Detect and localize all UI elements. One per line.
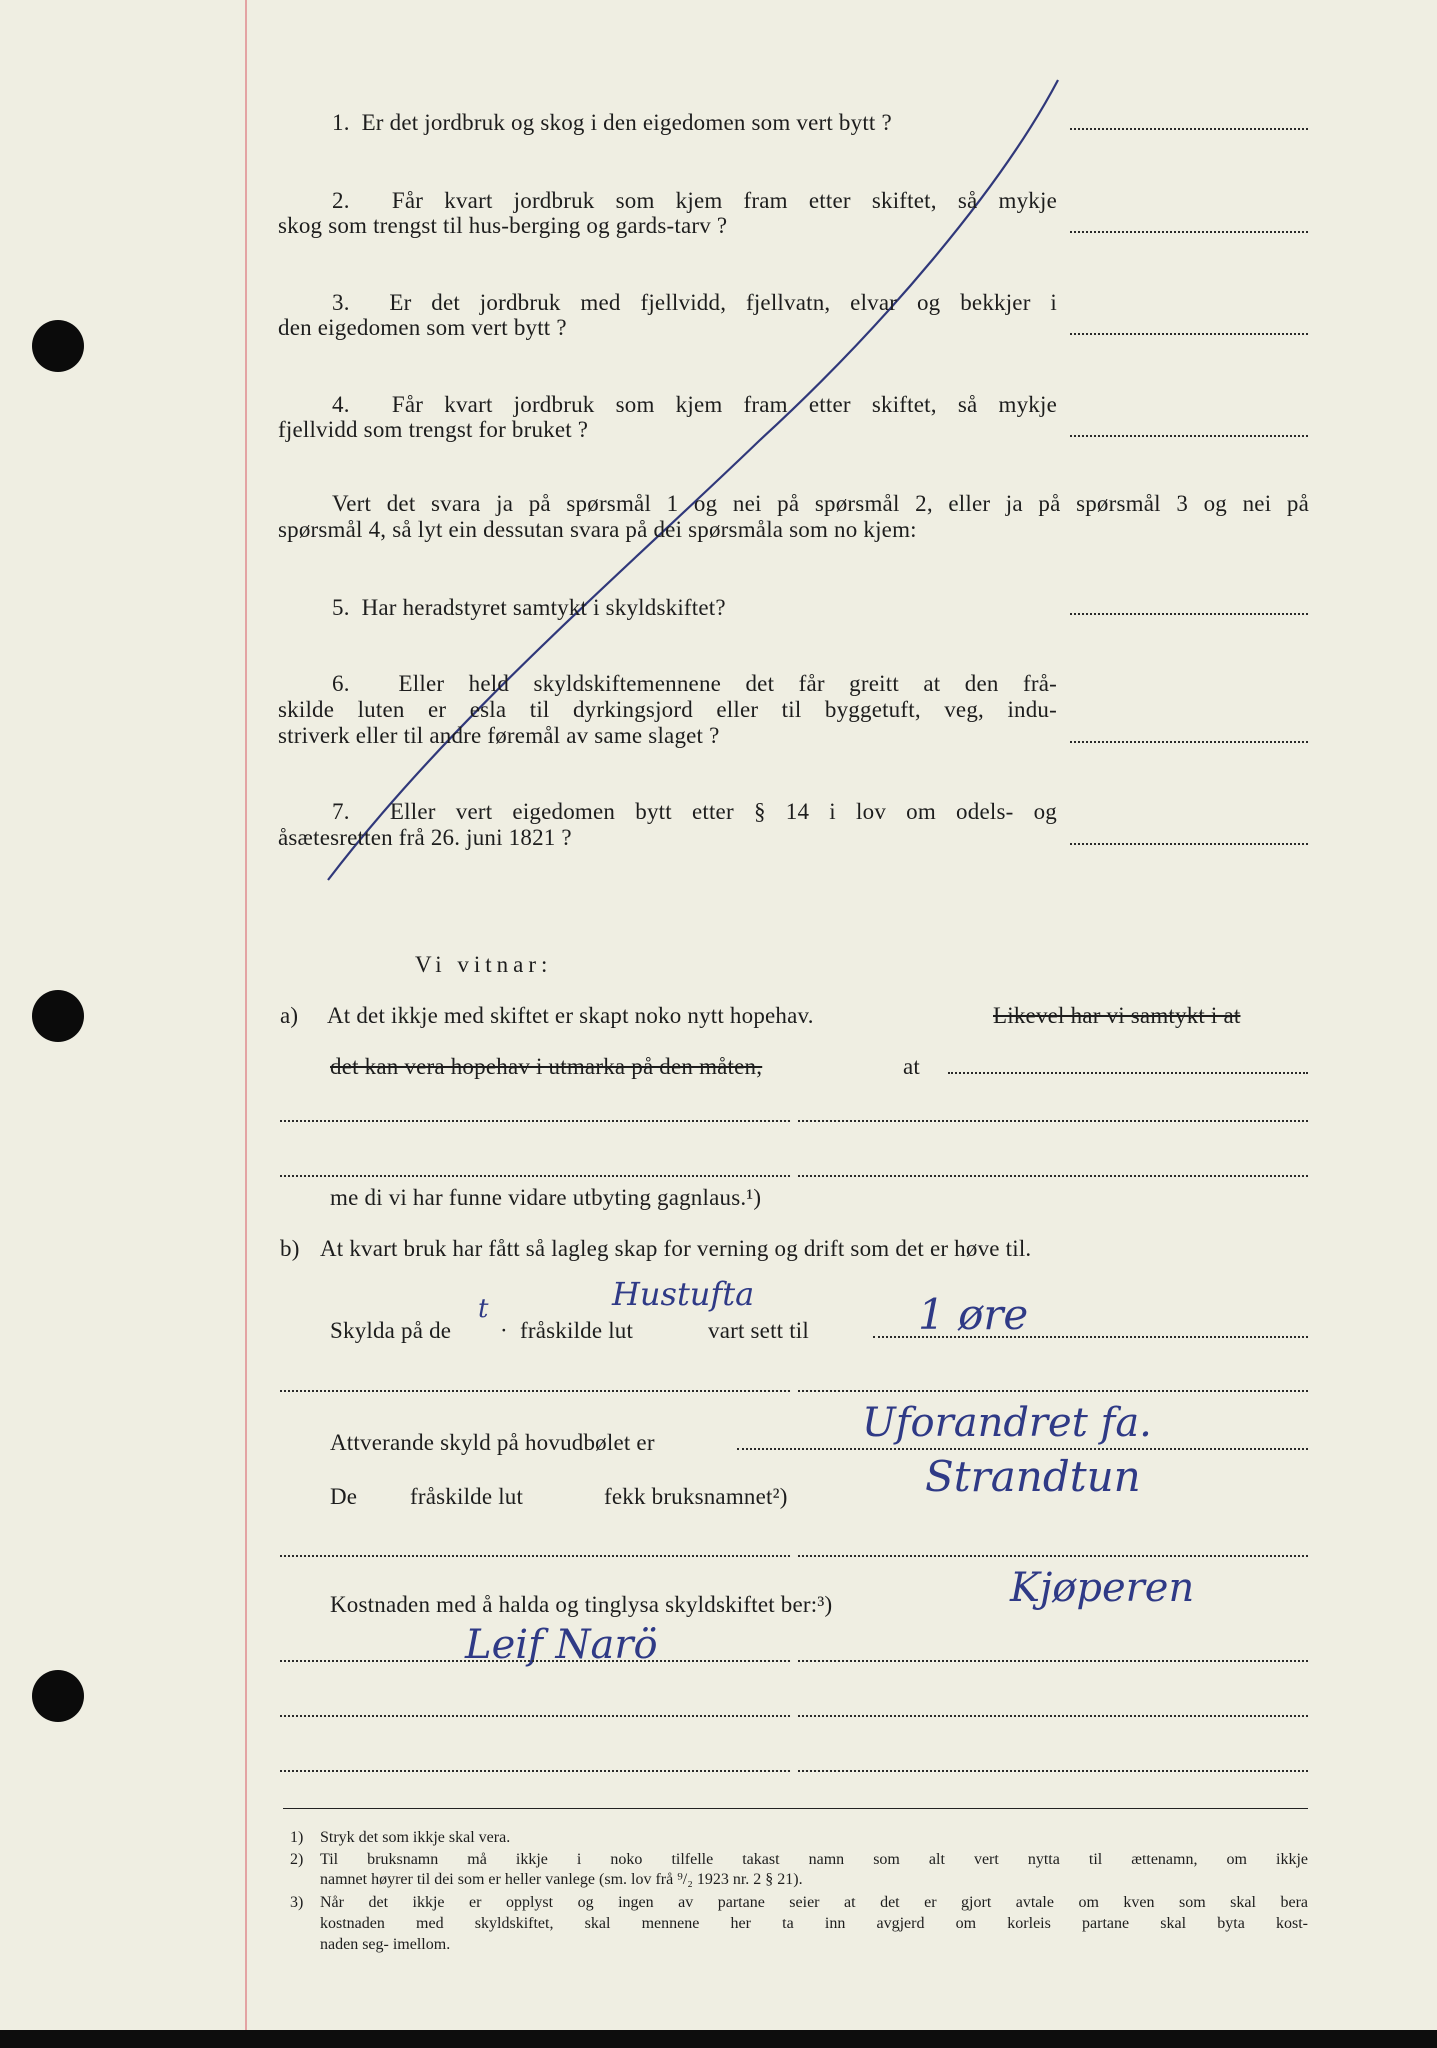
attverande-label: Attverande skyld på hovudbølet er: [330, 1430, 655, 1455]
attverande-line: [737, 1448, 1308, 1450]
witness-a-line-1: [280, 1120, 790, 1122]
footnote-3-line-2: kostnaden med skyldskiftet, skal mennene her ta inn avgjerd om korleis partane skal byta kost-: [320, 1915, 1308, 1932]
handwritten-skylda-suffix: t: [478, 1294, 489, 1324]
witness-a-end: me di vi har funne vidare utbyting gagnlaus.¹): [330, 1185, 762, 1210]
kostnad-line-2: [280, 1715, 790, 1717]
question-2-line-2: skog som trengst til hus-berging og gards-tarv ?: [278, 213, 728, 238]
question-4-line-2: fjellvidd som trengst for bruket ?: [278, 417, 589, 442]
question-6-line-2: skilde luten er esla til dyrkingsjord eller til byggetuft, veg, indu-: [278, 697, 1057, 722]
witness-a-label: a): [280, 1003, 299, 1028]
question-4-line-1: 4. Får kvart jordbruk som kjem fram etter skiftet, så mykje: [332, 392, 1057, 417]
intro-line-1: Vert det svara ja på spørsmål 1 og nei på spørsmål 2, eller ja på spørsmål 3 og nei på: [332, 491, 1309, 516]
question-1: 1. Er det jordbruk og skog i den eigedomen som vert bytt ?: [332, 110, 892, 135]
answer-line-5: [1070, 613, 1308, 615]
answer-line-2: [1070, 231, 1308, 233]
kostnad-line-1: [280, 1660, 790, 1662]
kostnad-line-3: [280, 1770, 790, 1772]
fraskilde-label: fråskilde lut: [410, 1484, 524, 1509]
handwritten-bruksnamn: Strandtun: [925, 1452, 1141, 1501]
question-5: 5. Har heradstyret samtykt i skyldskiftet?: [332, 595, 726, 620]
question-3-line-2: den eigedomen som vert bytt ?: [278, 315, 567, 340]
answer-line-4: [1070, 435, 1308, 437]
answer-line-6: [1070, 741, 1308, 743]
handwritten-attverande: Uforandret fa.: [862, 1400, 1152, 1446]
skylda-dash: ·: [500, 1318, 508, 1343]
footnote-2-line-1: Til bruksnamn må ikkje i noko tilfelle takast namn som alt vert nytta til ættenamn, om ikkje: [320, 1851, 1308, 1868]
bruksnamn-line: [280, 1555, 790, 1557]
witness-b-label: b): [280, 1236, 300, 1261]
witness-a-line-1b: [798, 1120, 1308, 1122]
witness-a-after: at: [903, 1054, 920, 1079]
skylda-label-1: Skylda på de: [330, 1318, 452, 1343]
question-7-line-1: 7. Eller vert eigedomen bytt etter § 14 i lov om odels- og: [332, 799, 1057, 824]
witness-a-line-0: [948, 1072, 1308, 1074]
handwritten-lut-name: Hustufta: [612, 1275, 755, 1313]
witness-a-line-2: [280, 1175, 790, 1177]
witness-a-struck-2: det kan vera hopehav i utmarka på den måten,: [330, 1054, 763, 1079]
kostnad-line-3b: [798, 1770, 1308, 1772]
kostnaden-label: Kostnaden med å halda og tinglysa skyldskiftet ber:³): [330, 1592, 833, 1617]
handwritten-skylda-value: 1 øre: [918, 1290, 1029, 1339]
de-label: De: [330, 1484, 358, 1509]
witness-a-line-2b: [798, 1175, 1308, 1177]
skylda-line-2: [280, 1390, 790, 1392]
footnote-2-num: 2): [290, 1851, 304, 1868]
witness-a-text: At det ikkje med skiftet er skapt noko nytt hopehav.: [327, 1003, 814, 1028]
bruksnamn-line-b: [798, 1555, 1308, 1557]
skylda-label-3: vart sett til: [708, 1318, 809, 1343]
footnote-1-num: 1): [290, 1829, 304, 1846]
footnote-1: Stryk det som ikkje skal vera.: [320, 1829, 511, 1846]
question-2-line-1: 2. Får kvart jordbruk som kjem fram etter skiftet, så mykje: [332, 188, 1057, 213]
footnote-3-line-3: naden seg- imellom.: [320, 1936, 451, 1953]
footnote-2-line-2: namnet høyrer til dei som er heller vanlege (sm. lov frå ⁹/₂ 1923 nr. 2 § 21).: [320, 1871, 803, 1888]
fekk-label: fekk bruksnamnet²): [604, 1484, 788, 1509]
footnote-3-num: 3): [290, 1894, 304, 1911]
handwritten-kostnad: Kjøperen: [1010, 1565, 1195, 1611]
answer-line-1: [1070, 128, 1308, 130]
skylda-line-2b: [798, 1390, 1308, 1392]
question-3-line-1: 3. Er det jordbruk med fjellvidd, fjellvatn, elvar og bekkjer i: [332, 290, 1057, 315]
footnote-3-line-1: Når det ikkje er opplyst og ingen av partane seier at det er gjort avtale om kven som skal bera: [320, 1894, 1308, 1911]
witness-a-struck-1: Likevel har vi samtykt i at: [993, 1003, 1241, 1028]
skylda-label-2: fråskilde lut: [520, 1318, 634, 1343]
question-6-line-3: striverk eller til andre føremål av same slaget ?: [278, 723, 720, 748]
handwritten-signature: Leif Narö: [465, 1622, 658, 1668]
question-6-line-1: 6. Eller held skyldskiftemennene det får greitt at den frå-: [332, 671, 1058, 696]
witness-heading: Vi vitnar:: [415, 952, 553, 977]
intro-line-2: spørsmål 4, så lyt ein dessutan svara på dei spørsmåla som no kjem:: [278, 517, 917, 542]
kostnad-line-1b: [798, 1660, 1308, 1662]
kostnad-line-2b: [798, 1715, 1308, 1717]
footnote-separator: [283, 1808, 1308, 1809]
witness-b-text: At kvart bruk har fått så lagleg skap for verning og drift som det er høve til.: [320, 1236, 1032, 1261]
answer-line-7: [1070, 843, 1308, 845]
question-7-line-2: åsætesretten frå 26. juni 1821 ?: [278, 825, 572, 850]
answer-line-3: [1070, 333, 1308, 335]
